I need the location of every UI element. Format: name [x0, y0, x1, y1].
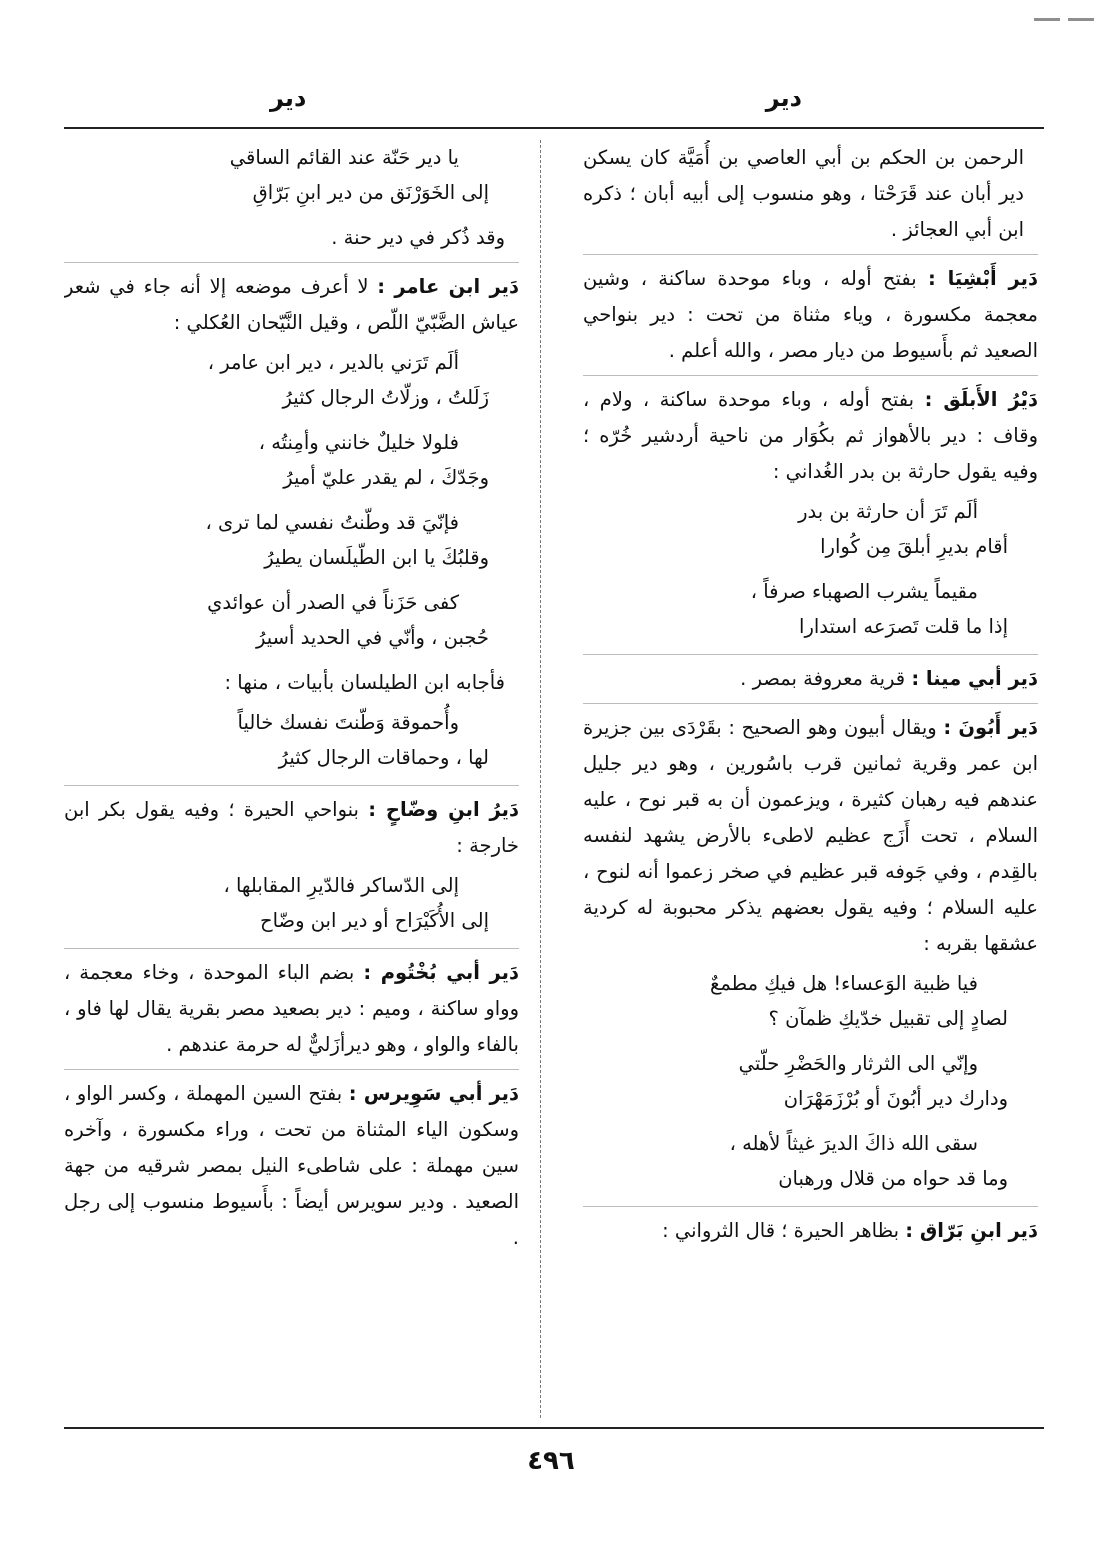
entry-headword: دَيْرُ الأَبلَق :	[924, 388, 1038, 411]
entry-text: وقد ذُكر في دير حنة .	[331, 226, 505, 249]
corner-marks	[1026, 6, 1094, 25]
entry-text: بضم الباء الموحدة ، وخاء معجمة ، وواو ساكنة ، وميم : دير بصعيد مصر بقرية يقال لها فاو ، بالفاء والواو ، وهو ديرأزَليٌّ له حرمة عندهم .	[64, 961, 519, 1056]
verse	[64, 585, 519, 655]
verse-hemistich-2: وما قد حواه من قلال ورهبان	[778, 1167, 1008, 1190]
entry-text: بفتح أوله ، وباء موحدة ساكنة ، ولام ، وقاف : دير بالأهواز ثم بكُوَار من ناحية أردشير خُرّه ؛ وفيه يقول حارثة بن بدر الغُداني :	[583, 388, 1038, 483]
top-rule	[64, 127, 1044, 129]
entry-headword: دَير أبي بُخْتُوم :	[363, 961, 519, 984]
verse	[583, 1046, 1038, 1116]
verse	[64, 705, 519, 775]
verse-hemistich-1: سقى الله ذاكَ الديرَ غيثاً لأهله ،	[729, 1132, 978, 1155]
verse-hemistich-1: ألَم تَرَني بالدير ، دير ابن عامر ،	[207, 351, 459, 374]
verse	[64, 140, 519, 210]
verse-hemistich-2: إذا ما قلت تَصرَعه استدارا	[799, 615, 1008, 638]
verse-hemistich-1: إلى الدّساكر فالدّيرِ المقابلها ،	[223, 874, 459, 897]
verse-hemistich-2: وقلبُكَ يا ابن الطّيلَسان يطيرُ	[264, 546, 489, 569]
verse	[64, 868, 519, 938]
entry-headword: دَيرُ ابنِ وضّاحٍ :	[368, 798, 519, 821]
verse-hemistich-2: حُجبن ، وأنّي في الحديد أسيرُ	[256, 626, 489, 649]
entry	[583, 1213, 1038, 1249]
verse-hemistich-1: مقيماً يشرب الصهباء صرفاً ،	[750, 580, 978, 603]
verse-hemistich-1: يا دير حَنّة عند القائم الساقي	[229, 146, 459, 169]
verse	[64, 425, 519, 495]
verse-hemistich-2: زَلَلتُ ، وزلّاتُ الرجال كثيرُ	[282, 386, 489, 409]
entry-text: لا أعرف موضعه إلا أنه جاء في شعر عياش الضَّبّيّ اللّص ، وقيل النَّيّحان العُكلي :	[64, 275, 519, 334]
running-head-left: دير	[270, 84, 307, 112]
entry	[583, 710, 1038, 962]
left-column	[64, 140, 519, 1418]
entry	[583, 382, 1038, 490]
entry-separator	[583, 254, 1038, 255]
verse	[583, 966, 1038, 1036]
verse-hemistich-1: فيا ظبية الوَعساء! هل فيكِ مطمعٌ	[709, 972, 978, 995]
page-number: ٤٩٦	[527, 1446, 575, 1476]
entry-text: ويقال أبيون وهو الصحيح : بقَرْدَى بين جزيرة ابن عمر وقرية ثمانين قرب باسُورين ، وهو دير جليل عندهم فيه رهبان كثيرة ، ويزعمون أن به قبر نوح ، عليه السلام ، تحت أَزَج عظيم لاطىء بالأرض يشهد لنفسه بالقِدم ، وفي جَوفه قبر عظيم في صخر زعموا أنه لنوح ، عليه السلام ؛ وفيه يقول بعضهم يذكر محبوبة له كردية عشقها بقربه :	[583, 716, 1038, 955]
entry	[64, 269, 519, 341]
entry-separator	[583, 703, 1038, 704]
entry-separator	[64, 785, 519, 786]
entry-text: قرية معروفة بمصر .	[740, 667, 906, 690]
running-head-right: دير	[765, 84, 802, 112]
entry	[64, 955, 519, 1063]
verse-hemistich-2: ودارك دير أبُونَ أو بُرْزَمَهْرَان	[783, 1087, 1008, 1110]
entry-text: الرحمن بن الحكم بن أبي العاصي بن أُمَيَّة كان يسكن دير أبان عند قَرَحْتا ، وهو منسوب إلى أبيه أبان ؛ ذكره ابن أبي العجائز .	[583, 146, 1024, 241]
verse	[64, 345, 519, 415]
entry-text: بفتح السين المهملة ، وكسر الواو ، وسكون الياء المثناة من تحت ، وراء مكسورة ، وآخره سين مهملة : على شاطىء النيل بمصر شرقيه من جهة الصعيد . ودير سويرس أيضاً : بأَسيوط منسوب إلى رجل .	[64, 1082, 519, 1249]
paragraph	[583, 140, 1038, 248]
entry	[583, 661, 1038, 697]
paragraph	[64, 220, 519, 256]
column-divider	[540, 140, 541, 1418]
verse	[583, 494, 1038, 564]
verse-hemistich-2: وجَدّكَ ، لم يقدر عليّ أميرُ	[283, 466, 489, 489]
entry-separator	[64, 1069, 519, 1070]
entry-headword: دَير أَبْشِيَا :	[927, 267, 1038, 290]
verse-hemistich-2: لصادٍ إلى تقبيل خدّيكِ ظمآن ؟	[768, 1007, 1008, 1030]
entry-separator	[64, 948, 519, 949]
bottom-rule	[64, 1427, 1044, 1429]
verse-hemistich-2: إلى الخَوَرْنَق من دير ابنِ بَرّاقِ	[252, 181, 489, 204]
entry	[64, 792, 519, 864]
verse-hemistich-1: وإنّي الى الثرثار والحَضْرِ حلّتي	[738, 1052, 978, 1075]
verse-hemistich-1: كفى حَزَناً في الصدر أن عوائدي	[207, 591, 459, 614]
entry-separator	[64, 262, 519, 263]
entry-separator	[583, 654, 1038, 655]
verse-hemistich-1: ألَم تَرَ أن حارثة بن بدر	[798, 500, 978, 523]
entry-headword: دَير ابنِ بَرّاق :	[905, 1219, 1038, 1242]
verse-hemistich-2: لها ، وحماقات الرجال كثيرُ	[278, 746, 489, 769]
verse-hemistich-1: وأُحموقة وَطّنتَ نفسك خالياً	[237, 711, 459, 734]
paragraph	[64, 665, 519, 701]
verse-hemistich-1: فإنّيَ قد وطّنتُ نفسي لما ترى ،	[205, 511, 459, 534]
entry-headword: دَير ابن عامر :	[377, 275, 519, 298]
verse	[583, 574, 1038, 644]
entry	[64, 1076, 519, 1256]
verse	[583, 1126, 1038, 1196]
entry-text: فأجابه ابن الطيلسان بأبيات ، منها :	[224, 671, 505, 694]
verse	[64, 505, 519, 575]
verse-hemistich-2: أقام بديرِ أبلقَ مِن كُوارا	[820, 535, 1008, 558]
entry-text: بفتح أوله ، وباء موحدة ساكنة ، وشين معجمة مكسورة ، وياء مثناة من تحت : دير بنواحي الصعيد ثم بأَسيوط من ديار مصر ، والله أعلم .	[583, 267, 1038, 362]
entry-text: بظاهر الحيرة ؛ قال الثرواني :	[662, 1219, 900, 1242]
entry-headword: دَير أَبُونَ :	[943, 716, 1038, 739]
entry-separator	[583, 375, 1038, 376]
entry-separator	[583, 1206, 1038, 1207]
entry-headword: دَير أبي مينا :	[911, 667, 1038, 690]
verse-hemistich-1: فلولا خليلٌ خانني وأمِنتُه ،	[258, 431, 459, 454]
right-column	[583, 140, 1038, 1418]
entry-text: بنواحي الحيرة ؛ وفيه يقول بكر ابن خارجة :	[64, 798, 519, 857]
entry-headword: دَير أبي سَوِيرس :	[348, 1082, 519, 1105]
verse-hemistich-2: إلى الأُكَيْرَاح أو دير ابن وضّاح	[260, 909, 489, 932]
entry	[583, 261, 1038, 369]
